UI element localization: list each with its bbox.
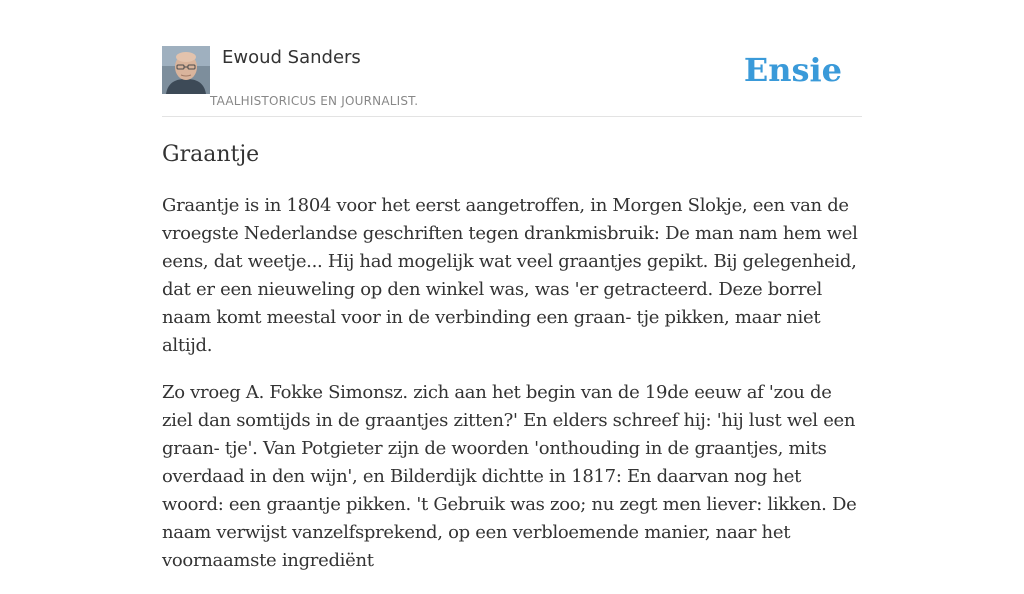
article-container xyxy=(162,0,862,571)
author-avatar[interactable] xyxy=(162,46,210,94)
article-paragraph: Graantje is in 1804 voor het eerst aangetroffen, in Morgen Slokje, een van de vroegste Nederlandse geschriften tegen drankmisbruik: De man nam hem wel eens, dat weetje... Hij had mogelijk wat veel graantjes gepikt. Bij gelegenheid, dat er een nieuweling op den winkel was, was 'er getracteerd. Deze borrel naam komt meestal voor in de verbinding een graan- tje pikken, maar niet altijd. xyxy=(162,195,858,356)
author-role: TAALHISTORICUS EN JOURNALIST. xyxy=(210,94,419,108)
author-photo-icon xyxy=(162,46,210,94)
article-title: Graantje xyxy=(162,142,260,167)
article-body xyxy=(162,192,862,594)
article-paragraph: Zo vroeg A. Fokke Simonsz. zich aan het begin van de 19de eeuw af 'zou de ziel dan somtijds in de graantjes zitten?' En elders schreef hij: 'hij lust wel een graan- tje'. Van Potgieter zijn de woorden 'onthouding in de graantjes, mits overdaad in den wijn', en Bilderdijk dichtte in 1817: En daarvan nog het woord: een graantje pikken. 't Gebruik was zoo; nu zegt men liever: likken. De naam verwijst vanzelfsprekend, op een verbloemende manier, naar het voornaamste ingrediënt xyxy=(162,382,857,571)
author-name[interactable]: Ewoud Sanders xyxy=(222,47,361,68)
article-header xyxy=(162,0,862,117)
ensie-logo[interactable]: Ensie xyxy=(743,51,842,89)
